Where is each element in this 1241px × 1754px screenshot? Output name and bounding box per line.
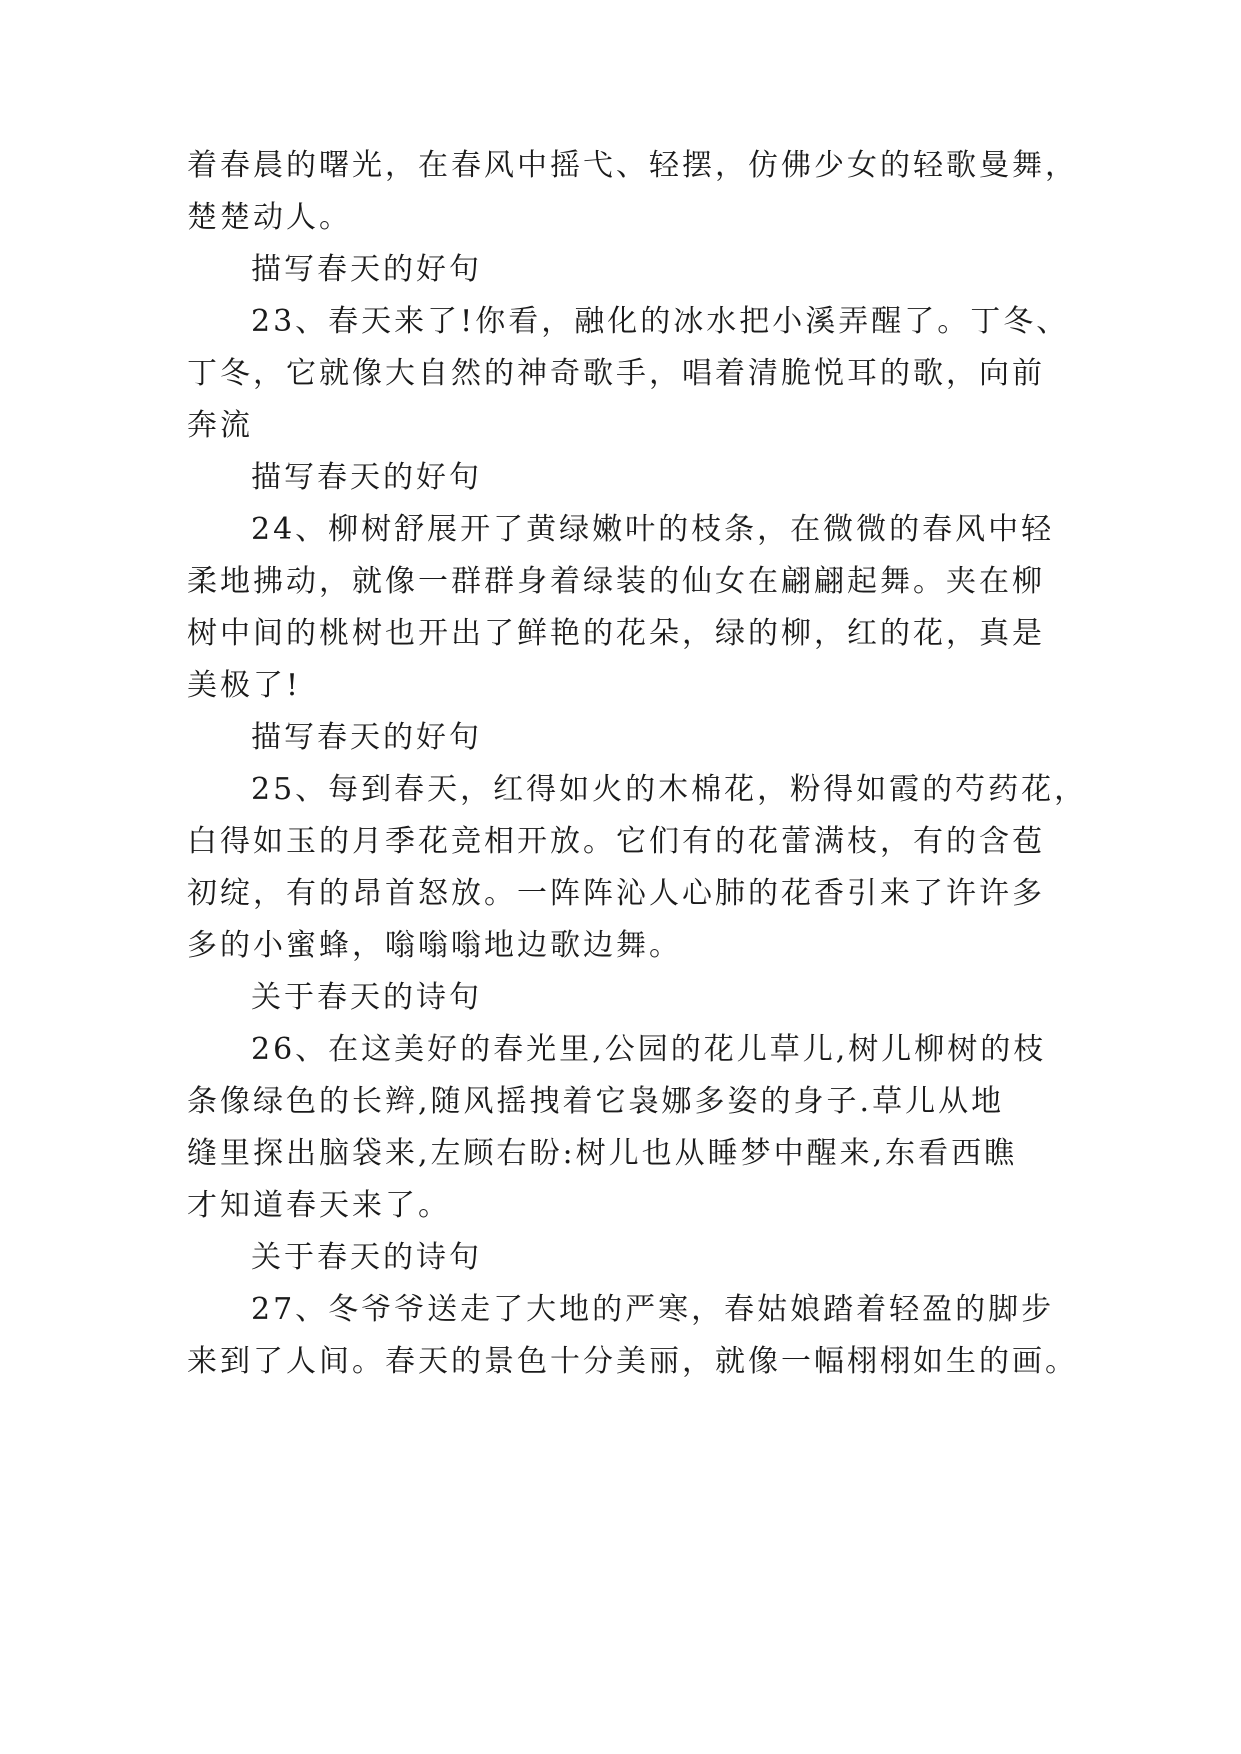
text-line: 来到了人间。春天的景色十分美丽，就像一幅栩栩如生的画。 bbox=[187, 1344, 1078, 1379]
text-line: 条像绿色的长辫,随风摇拽着它袅娜多姿的身子.草儿从地 bbox=[187, 1084, 1005, 1119]
text-line: 26、在这美好的春光里,公园的花儿草儿,树儿柳树的枝 bbox=[251, 1032, 1047, 1067]
text-line: 24、柳树舒展开了黄绿嫩叶的枝条，在微微的春风中轻 bbox=[251, 512, 1055, 547]
text-line: 初绽，有的昂首怒放。一阵阵沁人心肺的花香引来了许许多 bbox=[187, 876, 1045, 911]
section-heading: 描写春天的好句 bbox=[251, 460, 482, 495]
text-line: 树中间的桃树也开出了鲜艳的花朵，绿的柳，红的花，真是 bbox=[187, 616, 1045, 651]
text-line: 白得如玉的月季花竞相开放。它们有的花蕾满枝，有的含苞 bbox=[187, 824, 1045, 859]
text-line: 23、春天来了!你看，融化的冰水把小溪弄醒了。丁冬、 bbox=[251, 304, 1070, 339]
section-heading: 描写春天的好句 bbox=[251, 252, 482, 287]
text-line: 27、冬爷爷送走了大地的严寒，春姑娘踏着轻盈的脚步 bbox=[251, 1292, 1055, 1327]
section-heading: 描写春天的好句 bbox=[251, 720, 482, 755]
text-line: 着春晨的曙光，在春风中摇弋、轻摆，仿佛少女的轻歌曼舞， bbox=[187, 148, 1078, 183]
text-line: 柔地拂动，就像一群群身着绿装的仙女在翩翩起舞。夹在柳 bbox=[187, 564, 1045, 599]
text-line: 多的小蜜蜂，嗡嗡嗡地边歌边舞。 bbox=[187, 928, 682, 963]
text-line: 美极了! bbox=[187, 668, 302, 703]
section-heading: 关于春天的诗句 bbox=[251, 980, 482, 1015]
section-heading: 关于春天的诗句 bbox=[251, 1240, 482, 1275]
text-line: 缝里探出脑袋来,左顾右盼:树儿也从睡梦中醒来,东看西瞧 bbox=[187, 1136, 1018, 1171]
text-line: 丁冬，它就像大自然的神奇歌手，唱着清脆悦耳的歌，向前 bbox=[187, 356, 1045, 391]
text-line: 才知道春天来了。 bbox=[187, 1188, 451, 1223]
text-line: 25、每到春天，红得如火的木棉花，粉得如霞的芍药花， bbox=[251, 772, 1088, 807]
text-line: 奔流 bbox=[187, 408, 253, 443]
text-line: 楚楚动人。 bbox=[187, 200, 352, 235]
